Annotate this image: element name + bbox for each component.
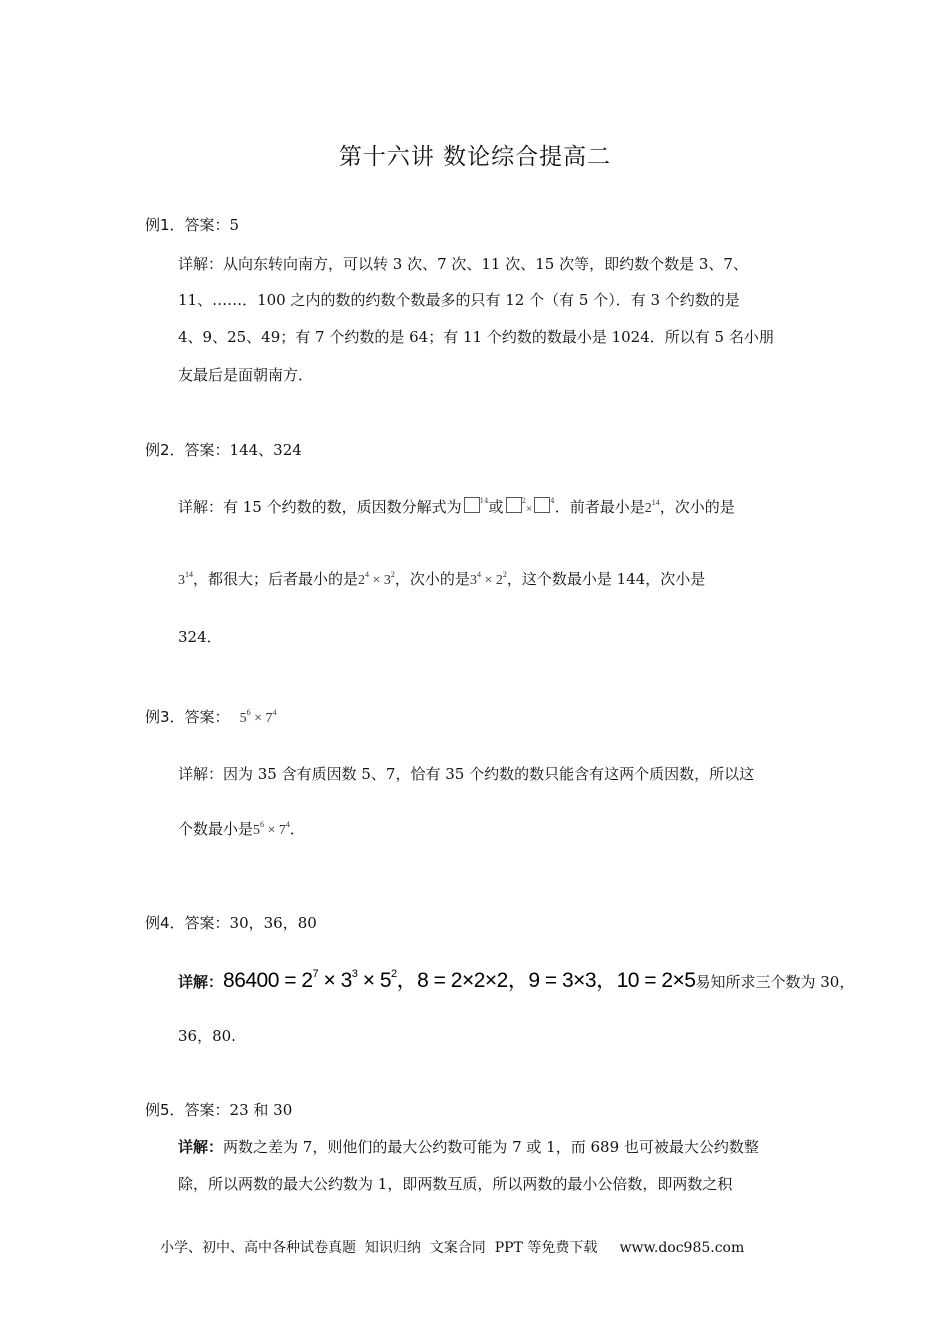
- example-2-line-1: [178, 496, 735, 517]
- exponent: 6: [246, 708, 251, 717]
- text: ．前者最小是: [554, 498, 645, 516]
- exponent: 4: [550, 497, 555, 505]
- example-3-label: 例3．: [145, 708, 185, 726]
- example-5-line-1: [178, 1136, 759, 1157]
- math: × 5: [357, 969, 392, 992]
- base: 3: [383, 573, 391, 588]
- example-3-line-2: [178, 818, 305, 839]
- exponent: 4: [476, 570, 481, 579]
- base: 7: [265, 711, 273, 726]
- page-footer: 小学、初中、高中各种试卷真题 知识归纳 文案合同 PPT 等免费下载 www.doc985.com: [160, 1240, 745, 1256]
- example-2-line-3: 324．: [178, 628, 222, 646]
- example-1-line-3: 4、9、25、49；有 7 个约数的是 64；有 11 个约数的数最小是 1024．所以有 5 名小朋: [178, 328, 774, 346]
- math-5-6-times-7-4: $5^6 \times 7^4$: [239, 708, 277, 726]
- example-2-label: 例2．: [145, 441, 185, 459]
- times-sign: ×: [484, 573, 493, 588]
- exponent: 3: [351, 968, 358, 980]
- example-1-line-1: 详解：从向东转向南方，可以转 3 次、7 次、11 次、15 次等，即约数个数是 3、7、: [178, 255, 748, 273]
- example-4-line-1: [178, 964, 854, 994]
- exponent: 2: [390, 570, 395, 579]
- example-2-answer: 答案：144、324: [184, 441, 302, 459]
- math: ，8 = 2×2×2，9 = 3×3，10 = 2×5: [396, 969, 696, 992]
- example-2-header: [145, 439, 302, 460]
- text: 详解：有 15 个约数的数，质因数分解式为: [178, 498, 462, 516]
- placeholder-box: [506, 497, 522, 513]
- exponent: 2: [521, 497, 527, 505]
- exponent: 14: [479, 497, 489, 505]
- detail-label: 详解：: [178, 1138, 224, 1156]
- math-5-6-times-7-4: $5^6 \times 7^4$: [253, 820, 290, 838]
- text: 两数之差为 7，则他们的最大公约数可能为 7 或 1，而 689 也可被最大公约数整: [223, 1138, 759, 1156]
- example-1-line-4: 友最后是面朝南方．: [178, 366, 314, 384]
- example-1-answer: 答案：5: [184, 216, 240, 234]
- example-1-header: [145, 214, 239, 235]
- text: ，这个数最小是 144，次小是: [506, 570, 706, 588]
- exponent: 6: [260, 820, 265, 829]
- example-4-line-2: 36，80.: [178, 1027, 236, 1045]
- text: 或: [488, 498, 504, 516]
- exponent: 2: [502, 570, 507, 579]
- example-5-line-2: 除，所以两数的最大公约数为 1，即两数互质，所以两数的最小公倍数，即两数之积: [178, 1175, 733, 1193]
- equation: [223, 969, 695, 992]
- base: 5: [253, 823, 261, 838]
- math-2-pow-14: [644, 498, 660, 516]
- exponent: 14: [651, 498, 660, 507]
- example-3-header: [145, 706, 276, 727]
- exponent: 14: [185, 570, 193, 579]
- placeholder-box: [534, 497, 550, 513]
- base: 2: [644, 501, 652, 516]
- times-sign: ×: [372, 573, 381, 588]
- example-5-label: 例5．: [145, 1101, 185, 1119]
- example-5-answer: 答案：23 和 30: [184, 1101, 293, 1119]
- placeholder-box: [464, 497, 480, 513]
- math-2-4-times-3-2: [358, 570, 395, 588]
- exponent: 4: [285, 820, 290, 829]
- base: 3: [469, 573, 477, 588]
- box-power-2-times-4: [504, 498, 555, 516]
- exponent: 4: [365, 570, 370, 579]
- example-3-line-1: 详解：因为 35 含有质因数 5、7，恰有 35 个约数的数只能含有这两个质因数，所以这: [178, 765, 755, 783]
- box-power-14: [462, 498, 489, 516]
- example-1-label: 例1．: [145, 216, 185, 234]
- text: 个数最小是: [178, 820, 254, 838]
- text: ，次小的是: [394, 570, 470, 588]
- example-3-answer: 答案：: [184, 708, 230, 726]
- example-1-line-2: 11、……．100 之内的数的约数个数最多的只有 12 个（有 5 个）．有 3 个约数的是: [178, 291, 740, 309]
- exponent: 7: [312, 968, 319, 980]
- base: 2: [495, 573, 503, 588]
- base: 7: [278, 823, 286, 838]
- page-title: 第十六讲 数论综合提高二: [338, 144, 612, 170]
- detail-label: 详解：: [178, 973, 224, 991]
- exponent: 2: [391, 968, 397, 980]
- times-sign: ×: [526, 503, 533, 515]
- base: 5: [239, 711, 247, 726]
- exponent: 4: [272, 708, 277, 717]
- text: ，次小的是: [659, 498, 735, 516]
- math: × 3: [318, 969, 352, 992]
- text: ，都很大；后者最小的是: [193, 570, 359, 588]
- base: 3: [178, 573, 185, 588]
- math-3-pow-14: [178, 570, 193, 588]
- example-4-label: 例4．: [145, 914, 185, 932]
- example-4-header: [145, 912, 317, 933]
- math-3-4-times-2-2: [469, 570, 507, 588]
- text: ．: [289, 820, 305, 838]
- text: 易知所求三个数为 30，: [695, 973, 855, 991]
- math: 86400 = 2: [223, 969, 313, 992]
- example-2-line-2: [178, 568, 705, 589]
- base: 2: [358, 573, 366, 588]
- example-5-header: [145, 1099, 292, 1120]
- example-4-answer: 答案：30，36，80: [184, 914, 317, 932]
